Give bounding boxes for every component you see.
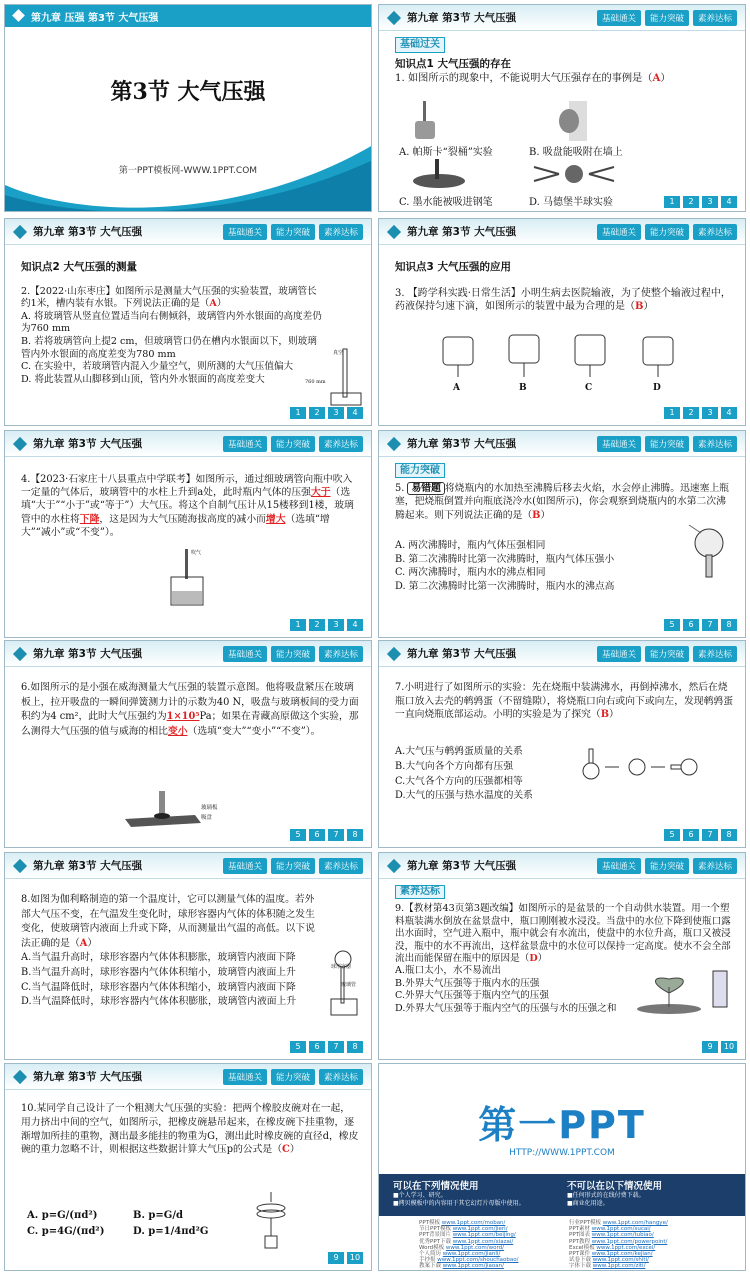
option-b: B. 第二次沸腾时比第一次沸腾时，瓶内气体压强小 (395, 553, 615, 565)
option-d: D.当气温降低时，球形容器内气体体积膨胀，玻璃管内液面上升 (21, 996, 297, 1008)
option-a: A. 帕斯卡“裂桶”实验 (399, 147, 493, 158)
link-label: 行业PPT模板 (569, 1220, 603, 1226)
tab-basic[interactable]: 基础通关 (223, 224, 267, 240)
tab-ability[interactable]: 能力突破 (271, 858, 315, 874)
slide-header (379, 219, 745, 245)
slide-9 (4, 852, 372, 1060)
option-a: A.当气温升高时，球形容器内气体体积膨胀，玻璃管内液面下降 (21, 952, 296, 964)
header-title: 第九章 第3节 大气压强 (407, 226, 517, 238)
answer: A (652, 72, 661, 84)
cannot-use-2: ■商业化用途。 (567, 1200, 609, 1207)
knowledge-point: 知识点3 大气压强的应用 (395, 261, 511, 273)
brand-url[interactable]: HTTP://WWW.1PPT.COM (509, 1148, 615, 1158)
page-button[interactable]: 3 (702, 196, 718, 208)
page-button[interactable]: 2 (683, 196, 699, 208)
question-text: 5. 易错题 将烧瓶内的水加热至沸腾后移去火焰，水会停止沸腾。迅速塞上瓶塞，把烧瓶倒置并向瓶底浇冷水(如图所示)，你会观察到烧瓶内的水第二次沸腾起来。则下列说法正确的是（B） (395, 483, 729, 521)
slide-12-end (378, 1063, 746, 1271)
answer-blank: 增大 (265, 513, 286, 525)
question-text: 9.【教材第43页第3题改编】如图所示的是盆景的一个自动供水装置。用一个塑料瓶装满水倒放在盆景盘中，瓶口刚刚被水浸没。当盘中的水位下降到使瓶口露出水面时，空气进入瓶中，瓶中就会有水流出，使盘中的水位升高，瓶口又被浸没，瓶中的水不再流出，这样盆景盘中的水位可以保持一定高度。使水不会全部流出而能保留在瓶中的原因是（D） (395, 903, 731, 965)
question-text: 6.如图所示的是小强在威海测量大气压强的装置示意图。他将吸盘紧压在玻璃板上，拉开吸盘的一瞬间弹簧测力计的示数为40 N，吸盘与玻璃板间的受力面积约为4 cm²，此时大气压强约为1×10⁵Pa；如果在青藏高原做这个实验，那么测得大气压强的值与威海的相比变小（选填“变大”“变小”“不变”）。 (21, 682, 359, 737)
tab-ability[interactable]: 能力突破 (271, 646, 315, 662)
header-title: 第九章 第3节 大气压强 (33, 648, 143, 660)
knowledge-point: 知识点2 大气压强的测量 (21, 261, 137, 273)
diamond-icon (13, 225, 27, 239)
tab-basic[interactable]: 基础通关 (597, 646, 641, 662)
link-label: 优秀PPT下载 (419, 1238, 453, 1245)
answer-blank: 大于 (310, 487, 331, 499)
answer: C (282, 1144, 290, 1156)
tab-literacy[interactable]: 素养达标 (693, 858, 737, 874)
link-url[interactable]: www.1ppt.com/sucai/ (591, 1226, 651, 1233)
page-button[interactable]: 7 (702, 619, 718, 631)
tab-literacy[interactable]: 素养达标 (319, 224, 363, 240)
slide-header (379, 641, 745, 667)
slide-header (379, 5, 745, 31)
figure-magdeburg (529, 157, 619, 191)
question-text: 4.【2023·石家庄十八县重点中学联考】如图所示，通过细玻璃管向瓶中吹入一定量的气体后，玻璃管中的水柱上升到a处，此时瓶内气体的压强大于（选填“大于”“小于”或“等于”）大气压。将这个自制气压计从15楼移到1楼，玻璃管中的水柱将下降，这是因为大气压随海拔高度的减小而增大（选填“增大”“减小”或“不变”）。 (21, 474, 354, 538)
link-label: PPT教程 (569, 1238, 592, 1245)
slide-header (5, 219, 371, 245)
figure-label-b: B (519, 383, 527, 393)
figure-rubber-cups (253, 1192, 289, 1250)
page-button[interactable]: 3 (328, 619, 344, 631)
page-button[interactable]: 9 (328, 1252, 344, 1264)
page-button[interactable]: 5 (290, 829, 306, 841)
answer-blank: 下降 (79, 513, 100, 525)
figure-label-c: C (585, 383, 593, 393)
page-button[interactable]: 10 (347, 1252, 363, 1264)
page-button[interactable]: 8 (347, 1041, 363, 1053)
option-a: A.瓶口太小，水不易流出 (395, 965, 501, 977)
link-url[interactable]: www.1ppt.com/ziti/ (592, 1263, 646, 1270)
link-url[interactable]: www.1ppt.com/hangye/ (602, 1220, 668, 1226)
question-text: 1. 如图所示的现象中，不能说明大气压强存在的事例是（A） (395, 72, 671, 84)
option-c: C.当气温降低时，球形容器内气体体积缩小，玻璃管内液面下降 (21, 981, 296, 993)
link-label: 个人简历 (419, 1251, 443, 1258)
tab-basic[interactable]: 基础通关 (223, 436, 267, 452)
fig-label-cup: 吸盘 (201, 815, 213, 821)
slide-6 (378, 430, 746, 638)
section-badge: 基础过关 (395, 37, 445, 53)
link-label: PPT素材 (569, 1226, 592, 1233)
figure-torricelli (323, 347, 369, 409)
slide-header (5, 641, 371, 667)
option-d: D. 第二次沸腾时比第一次沸腾时，瓶内水的沸点高 (395, 580, 615, 592)
link-url[interactable]: www.1ppt.com/kejian/ (591, 1251, 653, 1258)
page-button[interactable]: 5 (290, 1041, 306, 1053)
option-d: D. 马德堡半球实验 (529, 197, 614, 208)
tab-ability[interactable]: 能力突破 (645, 646, 689, 662)
figure-pen (409, 159, 469, 189)
diamond-icon (13, 859, 27, 873)
page-button[interactable]: 4 (347, 619, 363, 631)
link-label: PPT模板 (419, 1220, 442, 1226)
can-use-title: 可以在下列情况使用 (393, 1181, 479, 1192)
option-b: B.当气温升高时，球形容器内气体体积缩小，玻璃管内液面上升 (21, 966, 296, 978)
diamond-icon (13, 437, 27, 451)
page-button[interactable]: 7 (328, 1041, 344, 1053)
page-button[interactable]: 10 (721, 1041, 737, 1053)
fig-label-tube: 玻璃管 (341, 982, 357, 988)
link-url[interactable]: www.1ppt.com/jianli/ (442, 1251, 501, 1258)
header-title: 第九章 第3节 大气压强 (407, 438, 517, 450)
link-url[interactable]: www.1ppt.com/powerpoint/ (591, 1238, 668, 1245)
cannot-use-1: ■任何形式的在线付费下载。 (567, 1192, 645, 1199)
link-url[interactable]: www.1ppt.com/jiaoan/ (442, 1263, 504, 1270)
tab-ability[interactable]: 能力突破 (645, 858, 689, 874)
page-button[interactable]: 6 (309, 829, 325, 841)
page-button[interactable]: 2 (309, 407, 325, 419)
answer: B (635, 301, 644, 312)
page-button[interactable]: 4 (721, 407, 737, 419)
option-c: C. p=4G/(πd²) (27, 1226, 105, 1237)
figure-suction (549, 101, 599, 141)
tab-ability[interactable]: 能力突破 (645, 224, 689, 240)
figure-label-d: D (653, 383, 661, 393)
answer-blank: 变小 (167, 725, 188, 737)
link-label: 手抄报 (419, 1257, 438, 1264)
option-a: A.大气压与鹌鹑蛋质量的关系 (395, 746, 523, 757)
header-title: 第九章 第3节 大气压强 (407, 860, 517, 872)
option-d: D.外界大气压强等于瓶内空气的压强与水的压强之和 (395, 1002, 617, 1014)
link-label: PPT背景图片 (419, 1232, 453, 1239)
page-button[interactable]: 3 (702, 407, 718, 419)
question-text: 7.小明进行了如图所示的实验：先在烧瓶中装满沸水，再倒掉沸水，然后在烧瓶口放入去壳的鹌鹑蛋（不留缝隙），将烧瓶口向右或向下或向左，发现鹌鹑蛋一直向烧瓶底部运动。小明的实验是为了探究（B） (395, 682, 733, 721)
tab-ability[interactable]: 能力突破 (645, 10, 689, 26)
slide-header (5, 1064, 371, 1090)
page-button[interactable]: 3 (328, 407, 344, 419)
link-url[interactable]: www.1ppt.com/beijing/ (452, 1232, 516, 1239)
link-url[interactable]: www.1ppt.com/tubiao/ (591, 1232, 654, 1239)
link-url[interactable]: www.1ppt.com/word/ (445, 1244, 504, 1251)
diamond-icon (13, 1070, 27, 1084)
links-right (569, 1220, 745, 1270)
link-url[interactable]: www.1ppt.com/excel/ (596, 1244, 656, 1251)
link-label: Excel模板 (569, 1244, 597, 1251)
page-button[interactable]: 2 (683, 407, 699, 419)
header-title: 第九章 第3节 大气压强 (33, 438, 143, 450)
figure-egg-flask (579, 747, 709, 781)
slide-11 (4, 1063, 372, 1271)
option-a: A. 两次沸腾时，瓶内气体压强相同 (395, 540, 546, 551)
slide-2 (378, 4, 746, 212)
link-url[interactable]: www.1ppt.com/jieri/ (452, 1226, 508, 1233)
header-title: 第九章 第3节 大气压强 (33, 226, 143, 238)
tab-literacy[interactable]: 素养达标 (319, 646, 363, 662)
page-button[interactable]: 4 (721, 196, 737, 208)
option-c: C. 在实验中，若玻璃管内混入少量空气，则所测的大气压值偏大 (21, 361, 294, 373)
link-url[interactable]: www.1ppt.com/shouchaobao/ (437, 1257, 519, 1264)
option-d: D.大气的压强与热水温度的关系 (395, 790, 533, 802)
answer: A (209, 298, 217, 310)
figure-inverted-flask (679, 523, 739, 583)
section-badge: 素养达标 (395, 885, 445, 899)
tab-basic[interactable]: 基础通关 (597, 224, 641, 240)
figure-bottle-barometer (165, 549, 211, 607)
brand-logo: 第一PPT (478, 1103, 646, 1147)
option-a: A. p=G/(πd²) (27, 1210, 98, 1221)
page-button[interactable]: 1 (290, 407, 306, 419)
page-button[interactable]: 1 (664, 196, 680, 208)
option-c: C.外界大气压强等于瓶内空气的压强 (395, 990, 549, 1002)
link-label: 试卷下载 (569, 1257, 593, 1264)
page-button[interactable]: 2 (309, 619, 325, 631)
tab-literacy[interactable]: 素养达标 (319, 858, 363, 874)
page-button[interactable]: 1 (664, 407, 680, 419)
slide-10 (378, 852, 746, 1060)
option-b: B. 若将玻璃管向上提2 cm，但玻璃管口仍在槽内水银面以下，则玻璃管内外水银面的高度差变为780 mm (21, 335, 317, 360)
page-button[interactable]: 8 (347, 829, 363, 841)
tab-basic[interactable]: 基础通关 (597, 858, 641, 874)
question-text: 8.如图为伽利略制造的第一个温度计，它可以测量气体的温度。若外部大气压不变，在气温发生变化时，球形容器内气体的体积随之发生变化，使玻璃管内液面上升或下降，从而测量出气温的高低。以下说法正确的是（A） (21, 894, 315, 949)
link-label: PPT图表 (569, 1232, 592, 1239)
page-button[interactable]: 8 (721, 829, 737, 841)
slide-header (5, 853, 371, 879)
tab-basic[interactable]: 基础通关 (223, 858, 267, 874)
diamond-icon (387, 647, 401, 661)
tab-literacy[interactable]: 素养达标 (693, 646, 737, 662)
slide-header (379, 853, 745, 879)
option-c: C.大气各个方向的压强都相等 (395, 775, 523, 787)
question-text: 2.【2022·山东枣庄】如图所示是测量大气压强的实验装置，玻璃管长约1米，槽内装有水银。下列说法正确的是（A） (21, 285, 317, 310)
header-title: 第九章 第3节 大气压强 (33, 1071, 143, 1083)
diamond-icon (387, 437, 401, 451)
tab-ability[interactable]: 能力突破 (645, 436, 689, 452)
link-label: 字体下载 (569, 1263, 593, 1270)
link-url[interactable]: www.1ppt.com/shiti/ (592, 1257, 649, 1264)
diamond-icon (387, 225, 401, 239)
fig-label-glass: 玻璃板 (201, 805, 218, 811)
page-button[interactable]: 4 (347, 407, 363, 419)
link-label: PPT课件 (569, 1251, 592, 1258)
answer: D (529, 953, 538, 965)
diamond-icon (387, 859, 401, 873)
page-button[interactable]: 8 (721, 619, 737, 631)
option-a: A. 将玻璃管从竖直位置适当向右侧倾斜，玻璃管内外水银面的高度差仍为760 mm (21, 310, 322, 335)
page-button[interactable]: 6 (309, 1041, 325, 1053)
page-button[interactable]: 5 (664, 619, 680, 631)
slide-header (5, 431, 371, 457)
option-c: C. 墨水能被吸进钢笔 (399, 197, 493, 208)
figure-iv-bottles (429, 331, 719, 379)
link-label: 教案下载 (419, 1263, 443, 1270)
tab-literacy[interactable]: 素养达标 (319, 1069, 363, 1085)
page-button[interactable]: 7 (702, 829, 718, 841)
figure-suction-cup-test (115, 789, 205, 829)
link-label: Word模板 (419, 1244, 446, 1251)
header-title: 第九章 第3节 大气压强 (33, 860, 143, 872)
option-b: B. p=G/d (133, 1210, 183, 1221)
page-button[interactable]: 1 (290, 619, 306, 631)
option-c: C. 两次沸腾时，瓶内水的沸点相同 (395, 567, 546, 579)
link-url[interactable]: www.1ppt.com/xiazai/ (452, 1238, 514, 1245)
figure-bonsai-feeder (629, 965, 739, 1015)
page-button[interactable]: 7 (328, 829, 344, 841)
page-button[interactable]: 6 (683, 829, 699, 841)
link-url[interactable]: www.1ppt.com/moban/ (441, 1220, 506, 1226)
tab-literacy[interactable]: 素养达标 (319, 436, 363, 452)
tab-ability[interactable]: 能力突破 (271, 1069, 315, 1085)
diamond-icon (387, 11, 401, 25)
question-text: 3. 【跨学科实践·日常生活】小明生病去医院输液，为了使整个输液过程中，药液保持匀速下滴，如图所示的装置中最为合理的是（B） (395, 287, 731, 312)
page-button[interactable]: 5 (664, 829, 680, 841)
answer: A (79, 937, 88, 949)
option-b: B.外界大气压强等于瓶内水的压强 (395, 977, 540, 989)
answer-blank: 1×10⁵ (166, 711, 200, 723)
option-d: D. 将此装置从山脚移到山顶，管内外水银面的高度差变大 (21, 373, 265, 385)
slide-header (379, 431, 745, 457)
tab-literacy[interactable]: 素养达标 (693, 436, 737, 452)
fig-label-height: 760 mm (305, 379, 326, 385)
knowledge-point: 知识点1 大气压强的存在 (395, 58, 511, 70)
tab-literacy[interactable]: 素养达标 (693, 10, 737, 26)
option-b: B.大气向各个方向都有压强 (395, 760, 514, 772)
slide-3 (4, 218, 372, 426)
page-title: 第3节 大气压强 (110, 79, 266, 105)
header-title: 第九章 第3节 大气压强 (407, 648, 517, 660)
tab-literacy[interactable]: 素养达标 (693, 224, 737, 240)
can-use-1: ■个人学习、研究。 (393, 1192, 447, 1199)
figure-barrel (409, 99, 449, 141)
link-label: 节日PPT模板 (419, 1226, 453, 1233)
question-text: 10.某同学自己设计了一个粗测大气压强的实验：把两个橡胶皮碗对在一起，用力挤出中间的空气，如图所示，把橡皮碗悬吊起来，在橡皮碗下挂重物，逐渐增加所挂的重物，测出最多能挂的物重为G，测出此时橡皮碗的直径d，橡皮碗的重力忽略不计，则根据这些数据计算大气压p的公式是（C） (21, 1103, 359, 1156)
fig-label-vacuum: 真空 (333, 350, 344, 356)
tab-basic[interactable]: 基础通关 (597, 10, 641, 26)
can-use-2: ■拷贝模板中的内容用于其它幻灯片母版中使用。 (393, 1200, 525, 1207)
tab-basic[interactable]: 基础通关 (597, 436, 641, 452)
tag-error-prone: 易错题 (407, 482, 444, 495)
section-badge: 能力突破 (395, 463, 445, 478)
answer: B (532, 509, 541, 521)
usage-band (379, 1174, 745, 1216)
slide-7 (4, 640, 372, 848)
slide-4 (378, 218, 746, 426)
answer: B (600, 709, 610, 721)
fig-label-bulb: 球形容器 (331, 964, 352, 970)
link-row (569, 1263, 745, 1269)
page-button[interactable]: 9 (702, 1041, 718, 1053)
tab-ability[interactable]: 能力突破 (271, 224, 315, 240)
title-bar-text: 第九章 压强 第3节 大气压强 (31, 13, 159, 24)
figure-label-a: A (453, 383, 460, 393)
page-button[interactable]: 6 (683, 619, 699, 631)
site-label: 第一PPT模板网-WWW.1PPT.COM (118, 166, 258, 176)
tab-basic[interactable]: 基础通关 (223, 646, 267, 662)
slide-5 (4, 430, 372, 638)
tab-ability[interactable]: 能力突破 (271, 436, 315, 452)
slide-title (4, 4, 372, 212)
header-title: 第九章 第3节 大气压强 (407, 12, 517, 24)
diamond-icon (13, 647, 27, 661)
slide-8 (378, 640, 746, 848)
fig-label-blow: 吹气 (191, 550, 202, 556)
cannot-use-title: 不可以在以下情况使用 (567, 1181, 663, 1192)
option-b: B. 吸盘能吸附在墙上 (529, 147, 623, 158)
option-d: D. p=1/4πd²G (133, 1226, 209, 1237)
tab-basic[interactable]: 基础通关 (223, 1069, 267, 1085)
